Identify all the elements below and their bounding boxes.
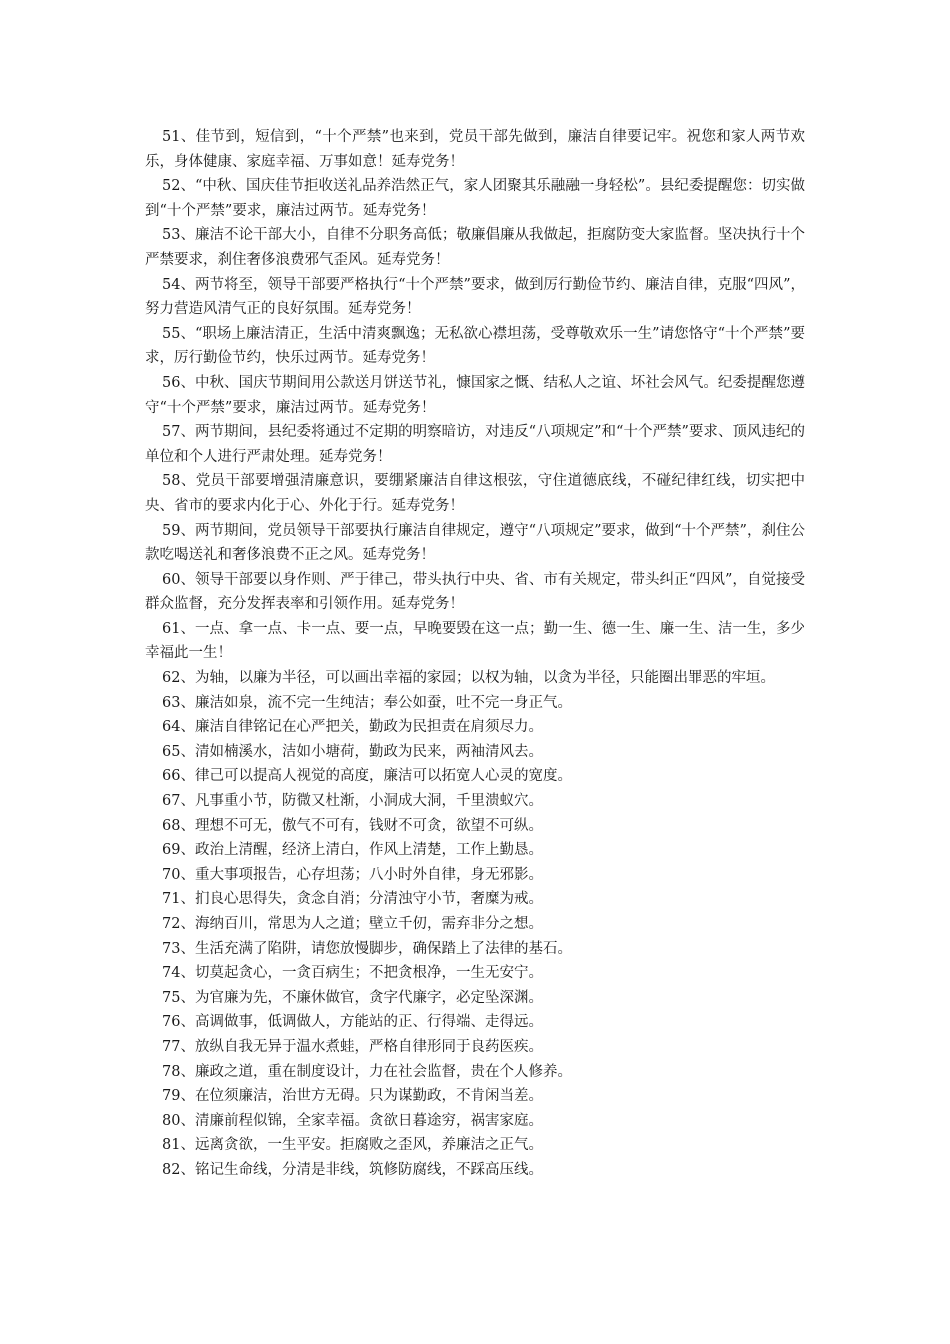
- paragraph-63: 63、廉洁如泉，流不完一生纯洁；奉公如蚕，吐不完一身正气。: [162, 694, 572, 711]
- paragraph-74: 74、切莫起贪心，一贪百病生；不把贪根净，一生无安宁。: [162, 965, 543, 982]
- paragraph-75: 75、为官廉为先，不廉休做官，贪字代廉字，必定坠深渊。: [162, 989, 543, 1006]
- paragraph-52: 52、“中秋、国庆佳节拒收送礼品养浩然正气，家人团聚其乐融融一身轻松”。县纪委提醒您：切实做到“十个严禁”要求，廉洁过两节。延寿党务！: [145, 178, 805, 219]
- paragraph-79: 79、在位须廉洁，治世方无碍。只为谋勤政，不肯闲当差。: [162, 1088, 543, 1105]
- paragraph-61: 61、一点、拿一点、卡一点、要一点，早晚要毁在这一点；勤一生、德一生、廉一生、洁一生，多少幸福此一生！: [145, 620, 805, 662]
- paragraph-60: 60、领导干部要以身作则、严于律己，带头执行中央、省、市有关规定，带头纠正“四风”，自觉接受群众监督，充分发挥表率和引领作用。延寿党务！: [145, 571, 805, 613]
- paragraph-64: 64、廉洁自律铭记在心严把关，勤政为民担责在肩须尽力。: [162, 719, 543, 736]
- paragraph-66: 66、律己可以提高人视觉的高度，廉洁可以拓宽人心灵的宽度。: [162, 768, 572, 785]
- paragraph-72: 72、海纳百川，常思为人之道；壁立千仞，需弃非分之想。: [162, 916, 543, 932]
- paragraph-57: 57、两节期间，县纪委将通过不定期的明察暗访，对违反“八项规定”和“十个严禁”要求、顶风违纪的单位和个人进行严肃处理。延寿党务！: [145, 424, 805, 465]
- paragraph-65: 65、清如楠溪水，洁如小塘荷，勤政为民来，两袖清风去。: [162, 743, 543, 760]
- paragraph-69: 69、政治上清醒，经济上清白，作风上清楚，工作上勤恳。: [162, 842, 543, 859]
- paragraph-78: 78、廉政之道，重在制度设计，力在社会监督，贵在个人修养。: [162, 1063, 572, 1080]
- paragraph-80: 80、清廉前程似锦，全家幸福。贪欲日暮途穷，祸害家庭。: [162, 1112, 543, 1129]
- paragraph-81: 81、远离贪欲，一生平安。拒腐败之歪风，养廉洁之正气。: [162, 1137, 543, 1154]
- paragraph-73: 73、生活充满了陷阱，请您放慢脚步，确保踏上了法律的基石。: [162, 940, 572, 957]
- paragraph-51: 51、佳节到，短信到，“十个严禁”也来到，党员干部先做到，廉洁自律要记牢。祝您和家人两节欢乐，身体健康、家庭幸福、万事如意！延寿党务！: [145, 129, 805, 170]
- paragraph-77: 77、放纵自我无异于温水煮蛙，严格自律形同于良药医疾。: [162, 1038, 543, 1055]
- paragraph-62: 62、为轴，以廉为半径，可以画出幸福的家园；以权为轴，以贪为半径，只能圈出罪恶的牢垣。: [162, 670, 775, 687]
- paragraph-82: 82、铭记生命线，分清是非线，筑修防腐线，不踩高压线。: [162, 1161, 543, 1178]
- paragraph-59: 59、两节期间，党员领导干部要执行廉洁自律规定，遵守“八项规定”要求，做到“十个严禁”，刹住公款吃喝送礼和奢侈浪费不正之风。延寿党务！: [145, 522, 805, 564]
- paragraph-53: 53、廉洁不论干部大小，自律不分职务高低；敬廉倡廉从我做起，拒腐防变大家监督。坚决执行十个严禁要求，刹住奢侈浪费邪气歪风。延寿党务！: [145, 227, 805, 268]
- paragraph-70: 70、重大事项报告，心存坦荡；八小时外自律，身无邪影。: [162, 866, 543, 883]
- paragraph-68: 68、理想不可无，傲气不可有，钱财不可贪，欲望不可纵。: [162, 817, 543, 834]
- paragraph-58: 58、党员干部要增强清廉意识，要绷紧廉洁自律这根弦，守住道德底线，不碰纪律红线，切实把中央、省市的要求内化于心、外化于行。延寿党务！: [145, 473, 805, 514]
- paragraph-67: 67、凡事重小节，防微又杜渐，小洞成大洞，千里溃蚁穴。: [162, 793, 543, 810]
- document-body: [145, 125, 805, 1183]
- paragraph-76: 76、高调做事，低调做人，方能站的正、行得端、走得远。: [162, 1014, 543, 1031]
- paragraph-54: 54、两节将至，领导干部要严格执行“十个严禁”要求，做到厉行勤俭节约、廉洁自律，克服“四风”，努力营造风清气正的良好氛围。延寿党务！: [145, 276, 805, 318]
- paragraph-71: 71、扪良心思得失，贪念自消；分清浊守小节，奢糜为戒。: [162, 891, 543, 908]
- paragraph-56: 56、中秋、国庆节期间用公款送月饼送节礼，慷国家之慨、结私人之谊、坏社会风气。纪委提醒您遵守“十个严禁”要求，廉洁过两节。延寿党务！: [145, 374, 805, 416]
- paragraph-55: 55、“职场上廉洁清正，生活中清爽飘逸；无私欲心襟坦荡，受尊敬欢乐一生”请您恪守“十个严禁”要求，厉行勤俭节约，快乐过两节。延寿党务！: [145, 325, 805, 367]
